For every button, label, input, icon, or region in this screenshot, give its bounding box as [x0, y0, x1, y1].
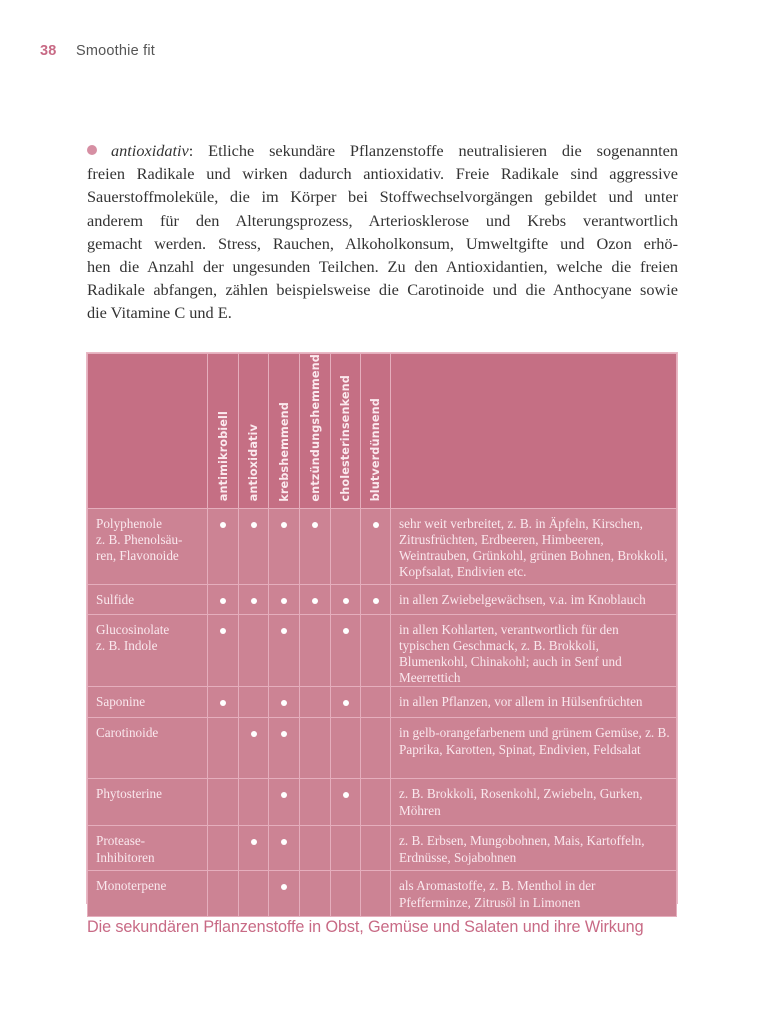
effect-cell-cholesterinsenkend: [331, 779, 361, 826]
substance-name-cell: [88, 614, 208, 687]
header-row: [88, 354, 677, 509]
column-header-krebshemmend: krebshemmend: [269, 354, 300, 509]
paragraph-line: freien Radikale und wirken dadurch antioxidativ. Freie Radikale sind aggressive: [87, 164, 678, 184]
effect-dot-icon: [281, 884, 287, 890]
effect-cell-cholesterinsenkend: [331, 687, 361, 718]
effect-cell-blutverdünnend: [361, 871, 391, 917]
effect-dot-icon: [251, 598, 257, 604]
effect-dot-icon: [343, 628, 349, 634]
substance-name-cell: [88, 826, 208, 871]
substance-name-line: Glucosinolate: [96, 621, 170, 637]
effect-cell-cholesterinsenkend: [331, 584, 361, 614]
effect-cell-blutverdünnend: [361, 826, 391, 871]
paragraph-line: die Vitamine C und E.: [87, 303, 232, 323]
effect-cell-antimikrobiell: [208, 826, 239, 871]
effect-cell-krebshemmend: [269, 718, 300, 779]
effect-cell-krebshemmend: [269, 687, 300, 718]
effect-dot-icon: [343, 598, 349, 604]
occurrence-description-cell: z. B. Brokkoli, Rosenkohl, Zwiebeln, Gurken, Möhren: [391, 779, 677, 826]
column-header-cholesterinsenkend: cholesterinsenkend: [331, 354, 361, 509]
table-row: [88, 584, 677, 614]
paragraph-line: gemacht werden. Stress, Rauchen, Alkoholkonsum, Umweltgifte und Ozon erhö-: [87, 233, 678, 253]
effect-cell-krebshemmend: [269, 508, 300, 584]
effect-dot-icon: [373, 522, 379, 528]
effect-cell-antimikrobiell: [208, 718, 239, 779]
occurrence-description-cell: in allen Kohlarten, verantwortlich für den typischen Geschmack, z. B. Brokkoli, Blumenkohl, Chinakohl; auch in Senf und Meerrettich: [391, 614, 677, 687]
header-blank-cell: [88, 354, 208, 509]
effect-dot-icon: [251, 731, 257, 737]
table-caption: Die sekundären Pflanzenstoffe in Obst, Gemüse und Salaten und ihre Wirkung: [87, 918, 644, 936]
substance-name-cell: [88, 584, 208, 614]
effect-cell-cholesterinsenkend: [331, 508, 361, 584]
effect-dot-icon: [312, 598, 318, 604]
effect-dot-icon: [373, 598, 379, 604]
effect-cell-krebshemmend: [269, 779, 300, 826]
effect-cell-antimikrobiell: [208, 871, 239, 917]
effect-cell-blutverdünnend: [361, 718, 391, 779]
substance-name-line: ren, Flavonoide: [96, 548, 179, 563]
effect-cell-entzündungshemmend: [300, 687, 331, 718]
paragraph-line: antioxidativ: Etliche sekundäre Pflanzenstoffe neutralisieren die sogenannten: [87, 139, 678, 162]
effect-cell-krebshemmend: [269, 826, 300, 871]
effect-cell-cholesterinsenkend: [331, 826, 361, 871]
substance-name-line: Protease-: [96, 833, 146, 849]
term-antioxidativ: antioxidativ: [111, 141, 189, 160]
effect-cell-antimikrobiell: [208, 584, 239, 614]
substance-name-cell: [88, 718, 208, 779]
page-number: 38: [40, 43, 57, 59]
occurrence-description-cell: in allen Pflanzen, vor allem in Hülsenfrüchten: [391, 687, 677, 718]
effect-dot-icon: [220, 598, 226, 604]
header-description-cell: [391, 354, 677, 509]
effect-cell-blutverdünnend: [361, 779, 391, 826]
column-header-antimikrobiell: antimikrobiell: [208, 354, 239, 509]
effect-cell-antioxidativ: [239, 614, 269, 687]
effect-cell-antioxidativ: [239, 871, 269, 917]
effect-cell-krebshemmend: [269, 584, 300, 614]
table-row: [88, 614, 677, 687]
effect-cell-blutverdünnend: [361, 614, 391, 687]
effect-cell-entzündungshemmend: [300, 508, 331, 584]
paragraph-line: Radikale abfangen, zählen beispielsweise die Carotinoide und die Anthocyane sowie: [87, 280, 678, 300]
occurrence-description-cell: sehr weit verbreitet, z. B. in Äpfeln, Kirschen, Zitrusfrüchten, Erdbeeren, Himbeeren, Weintrauben, Grünkohl, grünen Bohnen, Brokkoli, Kopfsalat, Endivien etc.: [391, 508, 677, 584]
effects-table: [87, 353, 677, 917]
book-title: Smoothie fit: [76, 43, 155, 59]
table-row: [88, 508, 677, 584]
effect-dot-icon: [220, 700, 226, 706]
running-head: [40, 43, 155, 59]
effect-dot-icon: [251, 522, 257, 528]
effect-dot-icon: [281, 839, 287, 845]
substance-name-cell: [88, 779, 208, 826]
effect-dot-icon: [220, 628, 226, 634]
occurrence-description-cell: als Aromastoffe, z. B. Menthol in der Pfefferminze, Zitrusöl in Limonen: [391, 871, 677, 917]
substance-name-line: z. B. Indole: [96, 637, 158, 653]
effect-cell-blutverdünnend: [361, 584, 391, 614]
effect-cell-antimikrobiell: [208, 508, 239, 584]
column-header-blutverduennend: blutverdünnend: [361, 354, 391, 509]
substance-name-cell: [88, 687, 208, 718]
effect-dot-icon: [220, 522, 226, 528]
effect-cell-cholesterinsenkend: [331, 718, 361, 779]
phytochemicals-table: [86, 352, 678, 910]
effect-dot-icon: [343, 700, 349, 706]
effect-cell-antimikrobiell: [208, 614, 239, 687]
column-header-antioxidativ: antioxidativ: [239, 354, 269, 509]
substance-name-line: Saponine: [96, 694, 146, 710]
effect-dot-icon: [281, 628, 287, 634]
effect-cell-antioxidativ: [239, 508, 269, 584]
table-row: [88, 718, 677, 779]
substance-name-line: Sulfide: [96, 591, 135, 607]
substance-name-line: Phytosterine: [96, 786, 162, 802]
effect-dot-icon: [281, 731, 287, 737]
occurrence-description-cell: in gelb-orangefarbenem und grünem Gemüse, z. B. Paprika, Karotten, Spinat, Endivien, Feldsalat: [391, 718, 677, 779]
substance-name-cell: [88, 508, 208, 584]
effect-dot-icon: [281, 700, 287, 706]
substance-name-line: z. B. Phenolsäu-: [96, 531, 183, 547]
effect-cell-blutverdünnend: [361, 508, 391, 584]
occurrence-description-cell: in allen Zwiebelgewächsen, v.a. im Knoblauch: [391, 584, 677, 614]
effect-cell-entzündungshemmend: [300, 718, 331, 779]
effect-cell-antioxidativ: [239, 687, 269, 718]
effect-cell-krebshemmend: [269, 614, 300, 687]
effect-dot-icon: [281, 792, 287, 798]
effect-dot-icon: [251, 839, 257, 845]
table-row: [88, 687, 677, 718]
effect-cell-cholesterinsenkend: [331, 614, 361, 687]
paragraph-line: hen die Anzahl der ungesunden Teilchen. Zu den Antioxidantien, welche die freien: [87, 257, 678, 277]
effect-cell-antioxidativ: [239, 718, 269, 779]
effect-cell-krebshemmend: [269, 871, 300, 917]
table-row: [88, 779, 677, 826]
effect-cell-antioxidativ: [239, 584, 269, 614]
substance-name-line: Monoterpene: [96, 878, 167, 894]
effect-cell-antimikrobiell: [208, 687, 239, 718]
column-header-entzuendungshemmend: entzündungshemmend: [300, 354, 331, 509]
paragraph-line: anderem für den Alterungsprozess, Arteriosklerose und Krebs verantwortlich: [87, 210, 678, 230]
effect-dot-icon: [343, 792, 349, 798]
effect-cell-antioxidativ: [239, 826, 269, 871]
substance-name-line: Carotinoide: [96, 725, 159, 741]
effect-cell-entzündungshemmend: [300, 584, 331, 614]
paragraph-line: Sauerstoffmoleküle, die im Körper bei Stoffwechselvorgängen gebildet und unter: [87, 187, 678, 207]
effect-dot-icon: [312, 522, 318, 528]
effect-cell-entzündungshemmend: [300, 826, 331, 871]
effect-cell-antimikrobiell: [208, 779, 239, 826]
effect-cell-cholesterinsenkend: [331, 871, 361, 917]
occurrence-description-cell: z. B. Erbsen, Mungobohnen, Mais, Kartoffeln, Erdnüsse, Sojabohnen: [391, 826, 677, 871]
substance-name-line: Polyphenole: [96, 515, 162, 531]
bullet-dot-icon: [87, 145, 97, 155]
table-row: [88, 826, 677, 871]
effect-dot-icon: [281, 598, 287, 604]
effect-cell-entzündungshemmend: [300, 871, 331, 917]
effect-cell-antioxidativ: [239, 779, 269, 826]
table-row: [88, 871, 677, 917]
substance-name-cell: [88, 871, 208, 917]
effect-cell-entzündungshemmend: [300, 614, 331, 687]
body-paragraph: [87, 139, 678, 325]
effect-cell-entzündungshemmend: [300, 779, 331, 826]
substance-name-line: Inhibitoren: [96, 849, 155, 865]
effect-dot-icon: [281, 522, 287, 528]
effect-cell-blutverdünnend: [361, 687, 391, 718]
